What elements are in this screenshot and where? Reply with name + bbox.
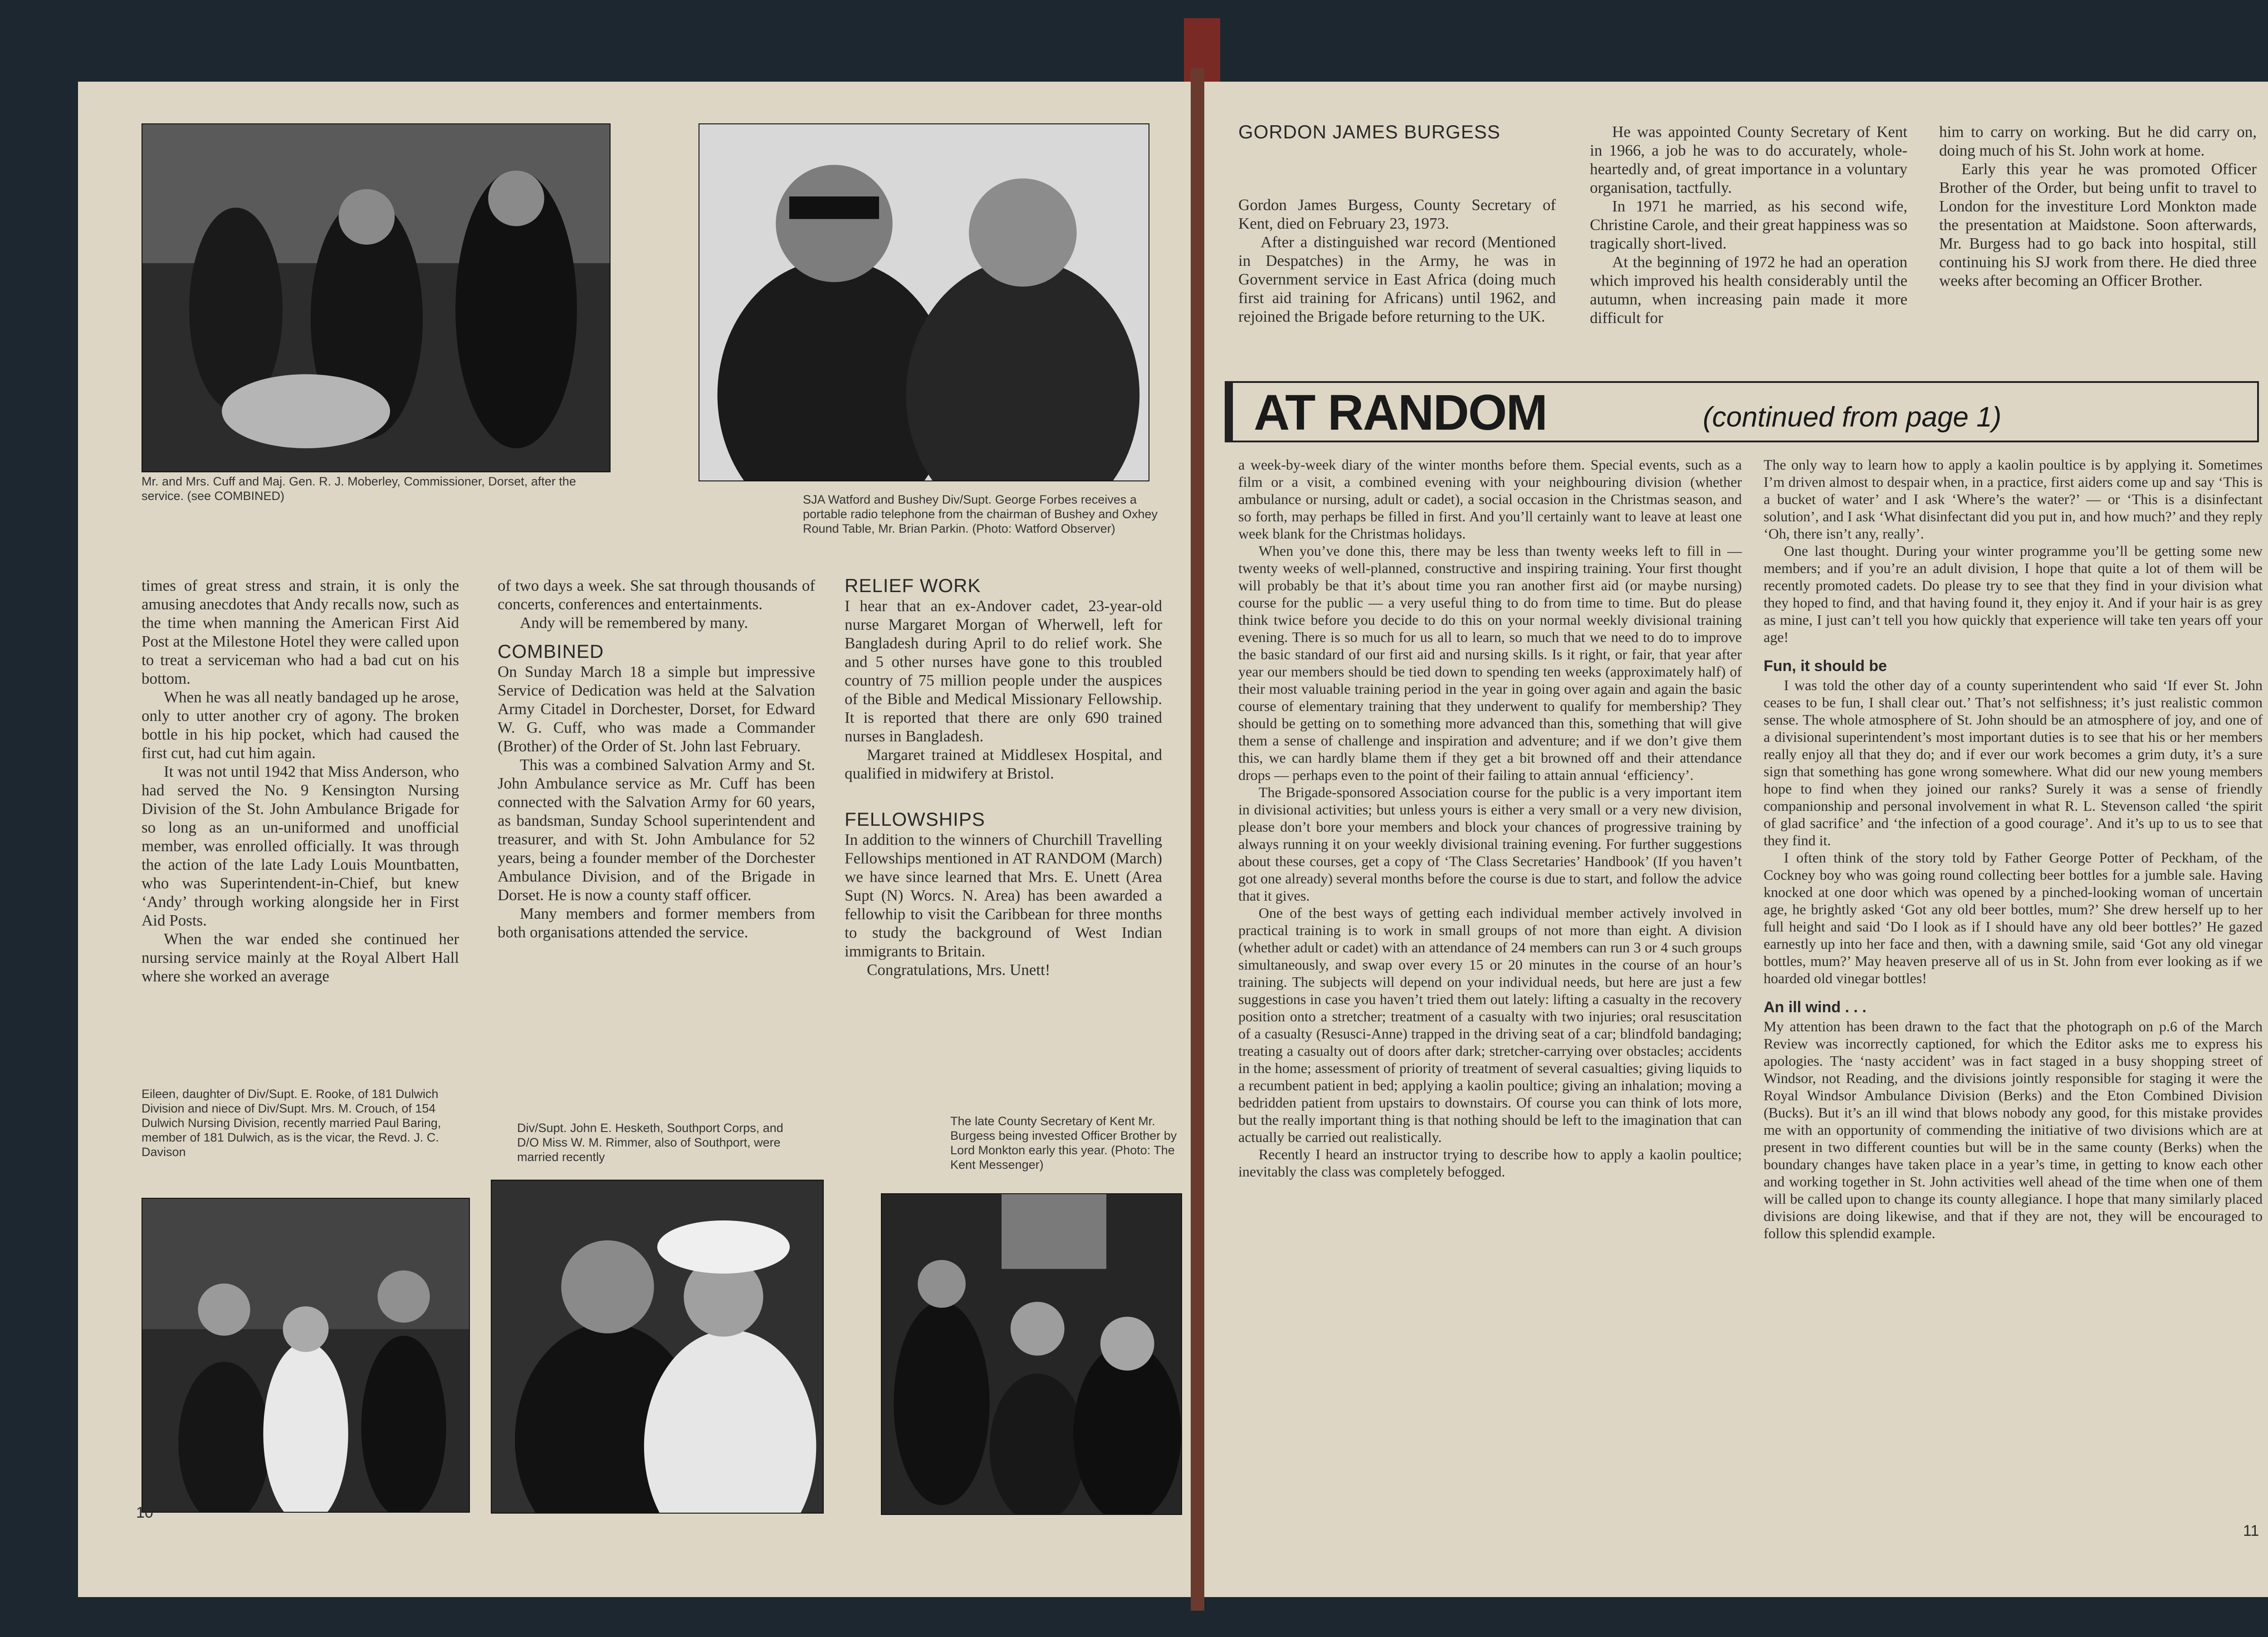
paragraph: In addition to the winners of Churchill Travelling Fellowships mentioned in AT RANDOM (March) we have since learned that Mrs. E. Unett (Area Supt (N) Worcs. N. Area) has been awarded a fellowhip to visit the Caribbean for three months to study the background of West Indian immigrants to Britain. (845, 831, 1162, 960)
heading-burgess: GORDON JAMES BURGESS (1238, 121, 1501, 142)
paragraph: Many members and former members from both organisations attended the service. (498, 905, 815, 941)
paragraph: Gordon James Burgess, County Secretary of Kent, died on February 23, 1973. (1238, 196, 1556, 232)
burgess-column-2 (1590, 123, 1907, 327)
page-number-right: 11 (2243, 1522, 2259, 1539)
paragraph: times of great stress and strain, it is only the amusing anecdotes that Andy recalls now, such as the time when manning the American First Aid Post at the Milestone Hotel they were called upon to treat a serviceman who had a bad cut on his bottom. (142, 577, 459, 687)
paragraph: One of the best ways of getting each individual member actively involved in practical training is to work in small groups of not more than eight. A division (whether adult or cadet) with an attendance of 24 members can run 3 or 4 such groups simultaneously, and swap over every 15 or 20 minutes in the course of an hour’s training. The subjects will depend on your individual needs, but here are just a few suggestions in case you haven’t tried them out lately: lifting a casualty in the recovery position onto a stretcher; treatment of a casualty with two injuries; oral resuscitation of a casualty (Resusci-Anne) trapped in the driving seat of a car; blindfold bandaging; treating a casualty out of doors after dark; stretcher-carrying over obstacles; accidents in the home; assessment of priority of treatment of several casualties; giving liquids to a recumbent patient in bed; applying a kaolin poultice; giving an inhalation; moving a bedridden patient from upstairs to downstairs. Of course you can think of lots more, but the really important thing is that nothing should be left to the imagination that can actually be carried out realistically. (1238, 905, 1742, 1145)
paragraph: I often think of the story told by Father George Potter of Peckham, of the Cockney boy who was going round collecting beer bottles for a jumble sale. Having knocked at one door which was opened by a pinched-looking woman of uncertain age, he brightly asked ‘Got any old beer bottles, mum?’ She drew herself up to her full height and said ‘Do I look as if I should have any old beer bottles?’ He gazed earnestly up into her face and then, with a dawning smile, said ‘Got any old vinegar bottles, mum?’ May heaven preserve all of us in St. John from ever looking as if we hoarded old vinegar bottles! (1764, 849, 2263, 986)
at-random-banner (1225, 381, 2259, 442)
paragraph: I hear that an ex-Andover cadet, 23-year-old nurse Margaret Morgan of Wherwell, left for Bangladesh during April to do relief work. She and 5 other nurses have gone to this troubled country of 75 million people under the auspices of the Bible and Medical Missionary Fellowship. It is reported that there are only 690 trained nurses in Bangladesh. (845, 597, 1162, 745)
paragraph: My attention has been drawn to the fact that the photograph on p.6 of the March Review was incorrectly captioned, for which the Editor asks me to express his apologies. The ‘nasty accident’ was in fact staged in a busy shopping street of Windsor, not Reading, and the divisions jointly responsible for staging it were the Royal Windsor Ambulance Division (Berks) and the Eton Combined Division (Bucks). But it’s an ill wind that blows nobody any good, for this mistake provides me with an opportunity of commending the initiative of two divisions which are at present in two different counties but will be in the same county (Berks) when the boundary changes have taken place in a year’s time, in getting to know each other and working together in St. John activities well ahead of the time when one of them will be called upon to change its county allegiance. I hope that many similarly placed divisions are doing likewise, and that if they are not, they will be encouraged to follow this splendid example. (1764, 1018, 2263, 1241)
photo-hesketh-wedding (491, 1180, 824, 1514)
heading-fellowships: FELLOWSHIPS (845, 809, 985, 830)
photo-eileen-wedding (142, 1198, 470, 1513)
paragraph: When he was all neatly bandaged up he arose, only to utter another cry of agony. The broken bottle in his hip pocket, which had caused the first cut, had cut him again. (142, 688, 459, 762)
paragraph: I was told the other day of a county superintendent who said ‘If ever St. John ceases to be fun, I shall clear out.’ That’s not selfishness; it’s just realistic common sense. The whole atmosphere of St. John should be an atmosphere of joy, and one of a divisional superintendent’s most important duties is to see that his or her members really enjoy all that they do; and if ever our work becomes a grim duty, it’s a sure sign that something has gone wrong somewhere. What did our new young members hope to find when they joined our ranks? Surely it was a sense of friendly companionship and personal involvement in what R. L. Stevenson called ‘the spirit of glad sacrifice’ and ‘the infection of a good courage’. And it’s up to us to see that they find it. (1764, 677, 2263, 848)
paragraph: Congratulations, Mrs. Unett! (867, 961, 1051, 979)
paragraph: On Sunday March 18 a simple but impressive Service of Dedication was held at the Salvation Army Citadel in Dorchester, Dorset, for Edward W. G. Cuff, who was made a Commander (Brother) of the Order of St. John last February. (498, 663, 815, 755)
paragraph: Recently I heard an instructor trying to describe how to apply a kaolin poultice; inevitably the class was completely befogged. (1238, 1146, 1742, 1180)
paragraph: The only way to learn how to apply a kaolin poultice is by applying it. Sometimes I’m driven almost to despair when, in a practice, first aiders come up and say ‘This is a bucket of water’ and I ask ‘Where’s the water?’ — or ‘This is a disinfectant solution’, and I ask ‘What disinfectant did you put in, and how much?’ and they reply ‘Oh, there isn’t any, really’. (1764, 456, 2263, 542)
banner-subtitle: (continued from page 1) (1703, 402, 2002, 433)
banner-title: AT RANDOM (1254, 385, 1547, 441)
paragraph: The Brigade-sponsored Association course for the public is a very important item in divisional activities; but unless yours is either a very small or a very new division, please don’t bore your members and block your chances of progressive training by always running it on your weekly divisional training evening. For further suggestions about these courses, get a copy of ‘The Class Secretaries’ Handbook’ (If you haven’t got one already) several months before the course is due to start, and follow the advice that it gives. (1238, 784, 1742, 904)
paragraph: After a distinguished war record (Mentioned in Despatches) in the Army, he was in Government service in East Africa (doing much first aid training for Africans) until 1962, and rejoined the Brigade before returning to the UK. (1238, 233, 1556, 325)
paragraph: One last thought. During your winter programme you’ll be getting some new members; and if you’re an adult division, I hope that quite a lot of them will be recently promoted cadets. Do please try to see that they find in your division what they hoped to find, and that having found it, they enjoy it. And if your hair is as grey as mine, I just can’t tell you how quickly that experience will take ten years off your age! (1764, 543, 2263, 645)
caption-burgess-invest: The late County Secretary of Kent Mr. Burgess being invested Officer Brother by Lord Monkton early this year. (Photo: The Kent Messenger) (950, 1114, 1177, 1171)
random-column-2 (1764, 456, 2263, 1242)
left-column-3 (845, 576, 1162, 979)
paragraph: of two days a week. She sat through thousands of concerts, conferences and entertainments. (498, 577, 815, 613)
spine-gutter (1191, 68, 1204, 1611)
paragraph: Andy will be remembered by many. (520, 614, 748, 632)
paragraph: When the war ended she continued her nursing service mainly at the Royal Albert Hall where she worked an average (142, 930, 459, 985)
paragraph: This was a combined Salvation Army and St. John Ambulance service as Mr. Cuff has been connected with the Salvation Army for 60 years, as bandsman, Sunday School superintendent and treasurer, and with St. John Ambulance for 52 years, being a founder member of the Dorchester Ambulance Division, and of the Brigade in Dorset. He is now a county staff officer. (498, 756, 815, 904)
caption-hesketh: Div/Supt. John E. Hesketh, Southport Corps, and D/O Miss W. M. Rimmer, also of Southport, were married recently (517, 1121, 783, 1164)
banner-rule (1227, 383, 1233, 441)
heading-fun: Fun, it should be (1764, 657, 1887, 675)
paragraph: In 1971 he married, as his second wife, Christine Carole, and their great happiness was so tragically short-lived. (1590, 197, 1907, 252)
caption-eileen: Eileen, daughter of Div/Supt. E. Rooke, of 181 Dulwich Division and niece of Div/Supt. Mrs. M. Crouch, of 154 Dulwich Nursing Division, recently married Paul Baring, member of 181 Dulwich, as is the vicar, the Revd. J. C. Davison (142, 1087, 441, 1159)
photo-burgess-investiture (881, 1193, 1182, 1515)
photo-watford-radio (699, 123, 1149, 481)
left-column-1 (142, 576, 459, 985)
page-number-left: 10 (136, 1504, 153, 1521)
paragraph: a week-by-week diary of the winter months before them. Special events, such as a film or a visit, a combined evening with your neighbouring division (whether ambulance or nursing, adult or cadet), a social occasion in the Christmas season, and so forth, may perhaps be filled in first. And you’ll certainly want to leave at least one week blank for the Christmas holidays. (1238, 456, 1742, 542)
heading-relief-work: RELIEF WORK (845, 575, 981, 596)
heading-ill-wind: An ill wind . . . (1764, 999, 1867, 1016)
heading-combined: COMBINED (498, 641, 604, 662)
paragraph: At the beginning of 1972 he had an operation which improved his health considerably until the autumn, when increasing pain made it more difficult for (1590, 253, 1907, 327)
random-column-1 (1238, 456, 1742, 1180)
photo-cuff-moberley (142, 123, 611, 472)
paragraph: Margaret trained at Middlesex Hospital, and qualified in midwifery at Bristol. (845, 746, 1162, 782)
caption-cuff: Mr. and Mrs. Cuff and Maj. Gen. R. J. Moberley, Commissioner, Dorset, after the service. (see COMBINED) (142, 475, 576, 503)
burgess-column-1 (1238, 123, 1556, 326)
burgess-column-3 (1939, 123, 2257, 290)
caption-watford: SJA Watford and Bushey Div/Supt. George Forbes receives a portable radio telephone from the chairman of Bushey and Oxhey Round Table, Mr. Brian Parkin. (Photo: Watford Observer) (803, 493, 1158, 535)
paragraph: Early this year he was promoted Officer Brother of the Order, but being unfit to travel to London for the investiture Lord Monkton made the presentation at Maidstone. Soon afterwards, Mr. Burgess had to go back into hospital, still continuing his SJ work from there. He died three weeks after becoming an Officer Brother. (1939, 160, 2257, 289)
paragraph: him to carry on working. But he did carry on, doing much of his St. John work at home. (1939, 123, 2257, 159)
paragraph: He was appointed County Secretary of Kent in 1966, a job he was to do accurately, whole-heartedly and, of great importance in a voluntary organisation, tactfully. (1590, 123, 1907, 196)
left-column-2 (498, 576, 815, 941)
paragraph: It was not until 1942 that Miss Anderson, who had served the No. 9 Kensington Nursing Division of the St. John Ambulance Brigade for so long as an un-uniformed and unofficial member, was enrolled officially. It was through the action of the late Lady Louis Mountbatten, who was Superintendent-in-Chief, but knew ‘Andy’ through working alongside her in First Aid Posts. (142, 763, 459, 929)
paragraph: When you’ve done this, there may be less than twenty weeks left to fill in — twenty weeks of well-planned, constructive and inspiring training. Your first thought will probably be that it’s about time you ran another first aid (or maybe nursing) course for the public — a very useful thing to do from time to time. But do please think twice before you decide to do this on your normal weekly divisional training evening. There is so much for us all to learn, so much that we need to do to improve the basic standard of our first aid and nursing skills. Is it right, or fair, that year after year our members should be tied down to spending ten weeks (approximately half) of their most valuable training period in the year in going over again and again the basic course of elementary training that they underwent to qualify for membership? They should be getting on to something more advanced than this, something that will give them a sense of challenge and inspiration and adventure; and if we don’t give them this, we can hardly blame them if they get a bit browned off and their attendance drops — perhaps even to the point of their failing to attain annual ‘efficiency’. (1238, 543, 1742, 783)
